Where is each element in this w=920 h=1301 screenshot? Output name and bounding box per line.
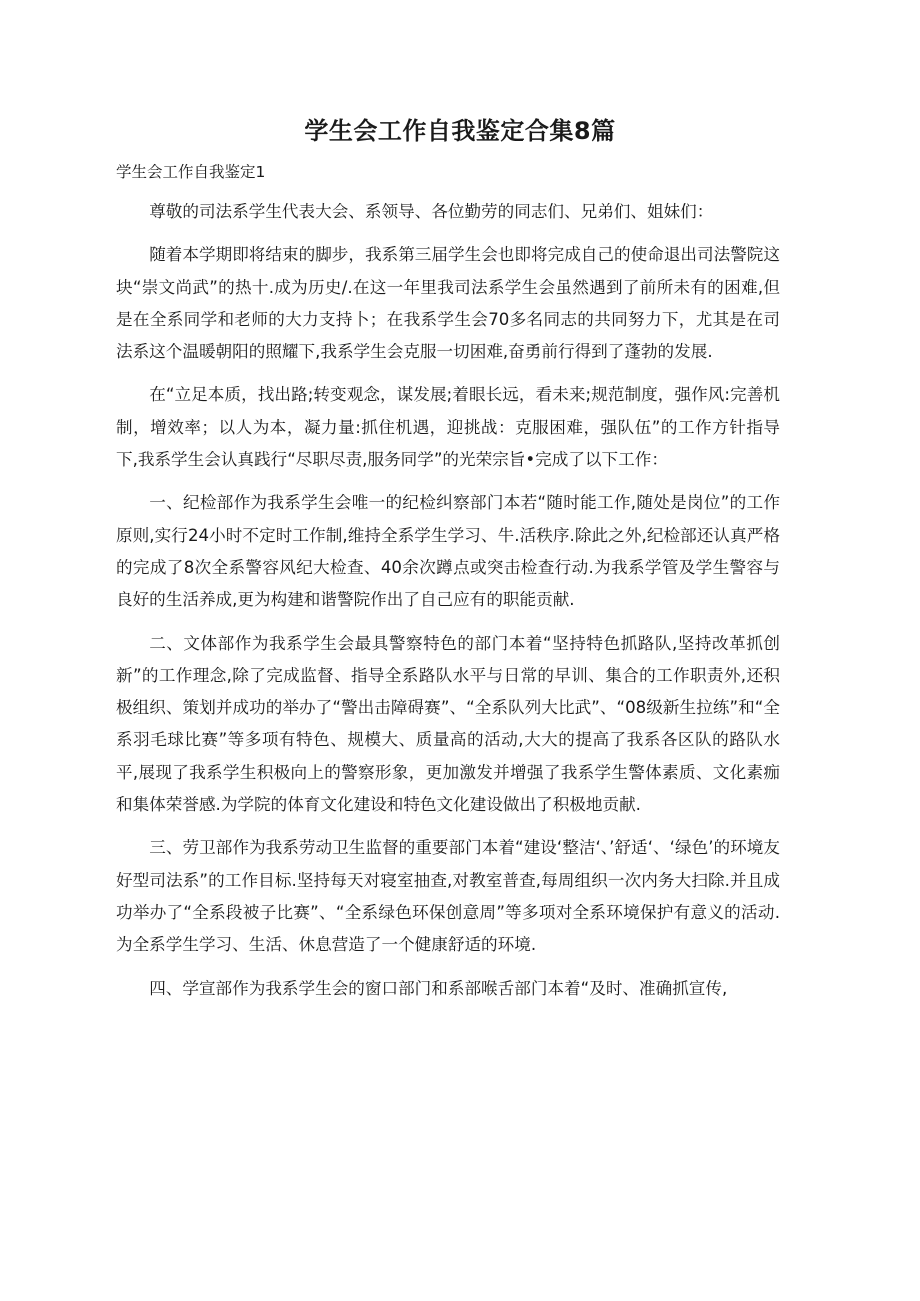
paragraph-labor-dept: 三、劳卫部作为我系劳动卫生监督的重要部门本着“建设‘整洁‘、’舒适‘、‘绿色’的环境友好型司法系”的工作目标.坚持每天对寝室抽查,对教室普查,每周组织一次内务大扫除.并且成功举办了“全系段被子比赛”、“全系绿色环保创意周”等多项对全系环境保护有意义的活动.为全系学生学习、生活、休息营造了一个健康舒适的环境. [116,838,780,955]
paragraph-intro: 随着本学期即将结束的脚步，我系第三届学生会也即将完成自己的使命退出司法警院这块“崇文尚武”的热十.成为历史/.在这一年里我司法系学生会虽然遇到了前所未有的困难,但是在全系同学和老师的大力支持卜；在我系学生会70多名同志的共同努力下，尤其是在司法系这个温暖朝阳的照耀下,我系学生会克服一切困难,奋勇前行得到了蓬勃的发展. [116,245,780,362]
paragraph-salutation: 尊敬的司法系学生代表大会、系领导、各位勤劳的同志们、兄弟们、姐妹们： [149,202,714,221]
paragraph-discipline-dept: 一、纪检部作为我系学生会唯一的纪检纠察部门本若“随时能工作,随处是岗位”的工作原则,实行24小时不定时工作制,维持全系学生学习、牛.活秩序.除此之外,纪检部还认真严格的完成了8次全系警容风纪大检查、40余次蹲点或突击检查行动.为我系学管及学生警容与良好的生活养成,更为构建和谐警院作出了自己应有的职能贡献. [116,493,780,610]
document-body [116,196,780,1016]
paragraph-publicity-dept: 四、学宣部作为我系学生会的窗口部门和系部喉舌部门本着“及时、准确抓宣传, [149,978,728,998]
paragraph-guideline: 在“立足本质，找出路;转变观念，谋发展;着眼长远，看未来;规范制度，强作风:完善机制，增效率；以人为本，凝力量:抓住机遇，迎挑战：克服困难，强队伍”的工作方针指导下,我系学生会认真践行“尽职尽责,服务同学”的光荣宗旨•完成了以下工作： [116,385,780,470]
section-heading: 学生会工作自我鉴定1 [116,163,266,181]
document-title: 学生会工作自我鉴定合集8篇 [304,117,616,145]
paragraph-sports-dept: 二、文体部作为我系学生会最具警察特色的部门本着“坚持特色抓路队,坚持改革抓创新”的工作理念,除了完成监督、指导全系路队水平与日常的早训、集合的工作职责外,还积极组织、策划并成功的举办了“警出击障碍赛”、“全系队列大比武”、“08级新生拉练”和“全系羽毛球比赛”等多项有特色、规模大、质量高的活动,大大的提高了我系各区队的路队水平,展现了我系学生积极向上的警察形象，更加激发并增强了我系学生警体素质、文化素痂和集体荣誉感.为学院的体育文化建设和特色文化建设做出了积极地贡献. [116,633,780,815]
